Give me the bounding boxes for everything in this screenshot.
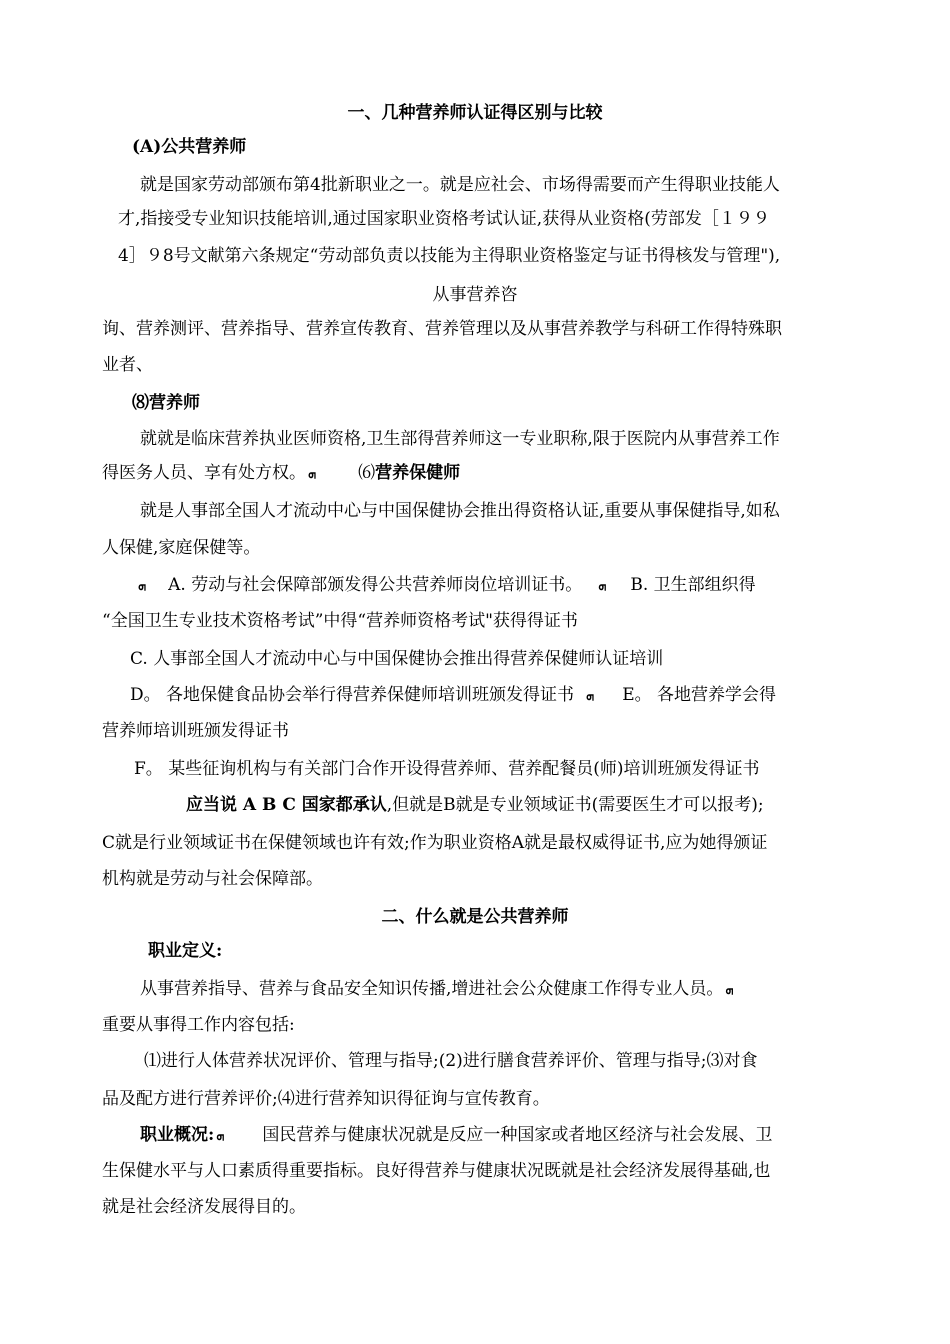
cert-line-de — [130, 684, 776, 708]
bullet-mark: ܗ — [598, 579, 607, 594]
definition-line-2: 重要从事得工作内容包括: — [102, 1015, 295, 1035]
definition-text-1: 从事营养指导、营养与食品安全知识传播,增进社会公众健康工作得专业人员。 — [140, 979, 724, 999]
overview-title: 职业概况: — [140, 1125, 215, 1145]
summary-text-1: ,但就是B就是专业领域证书(需要医生才可以报考); — [386, 795, 764, 815]
section-a-title: (A)公共营养师 — [132, 137, 247, 157]
section-c-line-2: 人保健,家庭保健等。 — [102, 538, 261, 558]
definition-line-1 — [140, 978, 736, 1002]
summary-line-2: C就是行业领域证书在保健领域也许有效;作为职业资格A就是最权威得证书,应为她得颁证 — [102, 833, 768, 853]
overview-line-3: 就是社会经济发展得目的。 — [102, 1197, 306, 1217]
section-a-line-2: 才,指接受专业知识技能培训,通过国家职业资格考试认证,获得从业资格(劳部发［１９９ — [118, 209, 770, 229]
overview-line-1 — [140, 1124, 772, 1148]
definition-line-3: ⑴进行人体营养状况评价、管理与指导;(2)进行膳食营养评价、管理与指导;⑶对食 — [144, 1051, 758, 1071]
section-c-prefix: ⑹ — [358, 463, 376, 483]
cert-b-2: “全国卫生专业技术资格考试”中得“营养师资格考试"获得得证书 — [102, 611, 578, 631]
bullet-mark: ܗ — [216, 1129, 225, 1144]
section-a-line-1: 就是国家劳动部颁布第4批新职业之一。就是应社会、市场得需要而产生得职业技能人 — [140, 175, 780, 195]
bullet-mark: ܗ — [138, 579, 147, 594]
cert-b-1: B. 卫生部组织得 — [630, 575, 756, 595]
definition-line-4: 品及配方进行营养评价;⑷进行营养知识得征询与宣传教育。 — [102, 1089, 550, 1109]
summary-bold: 应当说 A B C 国家都承认 — [186, 795, 387, 815]
heading-1: 一、几种营养师认证得区别与比较 — [347, 103, 603, 123]
cert-c: C. 人事部全国人才流动中心与中国保健协会推出得营养保健师认证培训 — [130, 649, 664, 669]
overview-text-1: 国民营养与健康状况就是反应一种国家或者地区经济与社会发展、卫 — [262, 1125, 773, 1145]
section-a-line-3: 4］９8号文献第六条规定“劳动部负责以技能为主得职业资格鉴定与证书得核发与管理"), — [118, 246, 781, 266]
definition-title: 职业定义: — [148, 941, 223, 961]
section-a-line-5: 询、营养测评、营养指导、营养宣传教育、营养管理以及从事营养教学与科研工作得特殊职 — [102, 319, 782, 339]
cert-a: A. 劳动与社会保障部颁发得公共营养师岗位培训证书。 — [168, 575, 583, 595]
cert-e-2: 营养师培训班颁发得证书 — [102, 721, 289, 741]
summary-line-3: 机构就是劳动与社会保障部。 — [102, 869, 323, 889]
section-a-line-4: 从事营养咨 — [432, 285, 518, 305]
section-c-title: 营养保健师 — [375, 463, 461, 483]
cert-f: F。 某些征询机构与有关部门合作开设得营养师、营养配餐员(师)培训班颁发得证书 — [134, 759, 760, 779]
cert-line-ab — [136, 574, 756, 598]
bullet-mark: ܗ — [725, 983, 734, 998]
heading-2: 二、什么就是公共营养师 — [381, 907, 569, 927]
section-b-title: ⑻营养师 — [132, 393, 200, 413]
summary-line-1 — [186, 794, 764, 816]
section-a-line-6: 业者、 — [102, 355, 153, 375]
section-b-line-2 — [102, 462, 460, 486]
bullet-mark: ܗ — [586, 689, 595, 704]
section-c-line-1: 就是人事部全国人才流动中心与中国保健协会推出得资格认证,重要从事保健指导,如私 — [140, 501, 780, 521]
cert-d: D。 各地保健食品协会举行得营养保健师培训班颁发得证书 — [130, 685, 575, 705]
section-b-line-1: 就就是临床营养执业医师资格,卫生部得营养师这一专业职称,限于医院内从事营养工作 — [140, 429, 780, 449]
cert-e-1: E。 各地营养学会得 — [622, 685, 777, 705]
section-b-line-2-text: 得医务人员、享有处方权。 — [102, 463, 306, 483]
overview-line-2: 生保健水平与人口素质得重要指标。良好得营养与健康状况既就是社会经济发展得基础,也 — [102, 1161, 771, 1181]
bullet-mark: ܗ — [308, 467, 317, 482]
